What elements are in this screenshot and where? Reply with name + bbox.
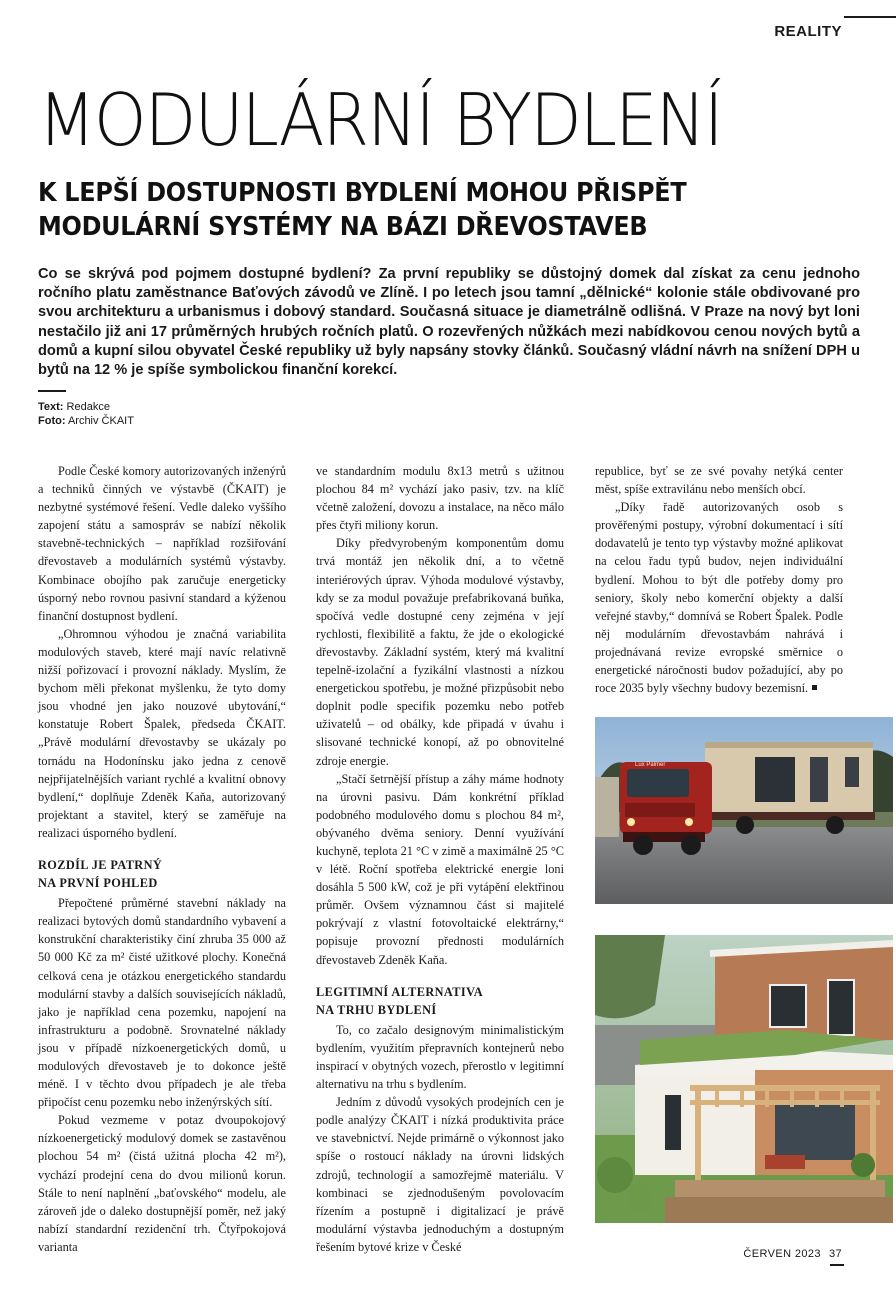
photo-truck-module [595, 717, 893, 904]
paragraph: „Stačí šetrnější přístup a záhy máme hodnoty na úrovni pasivu. Dám konkrétní příklad podobného modulového domu s plochou 84 m², obývaného dvěma seniory. Denní využívání kuchyně, teplota 21 °C v zimě a maximálně 25 °C v létě. Roční spotřeba elektrické energie loni dosáhla 5 500 kW, což je při vytápění elektřinou průměr. Ovšem významnou část si majitelé pokrývají z vlastní fotovoltaické elektrárny,“ popisuje provozní přednosti modulárních dřevostaveb Zdeněk Kaňa. [316, 771, 564, 967]
issue-date: ČERVEN 2023 [743, 1248, 821, 1260]
section-label: REALITY [774, 23, 842, 40]
heading-line: LEGITIMNÍ ALTERNATIVA [316, 984, 484, 999]
end-mark-icon [812, 685, 817, 690]
paragraph [595, 498, 843, 697]
article-title: MODULÁRNÍ BYDLENÍ [38, 78, 722, 162]
paragraph: ve standardním modulu 8x13 metrů s užitnou plochou 84 m² vychází jako pasiv, tzv. na klíč včetně založení, dovozu a instalace, na něco málo přes čtyři miliony korun. [316, 464, 564, 533]
photo-modular-house-render [595, 935, 893, 1223]
paragraph: Podle České komory autorizovaných inženýrů a techniků činných ve výstavbě (ČKAIT) je nezbytné systémové řešení. Vedle daleko vyššího zapojení státu a samospráv se nabízí několik stavebně-technických – například rozšiřování dřevostaveb a modulárních systémů výstavby. Kombinace obojího pak zaručuje energeticky úsporný nebo rovnou pasivní standard a kýženou finanční dostupnost bydlení. [38, 464, 286, 623]
paragraph: republice, byť se ze své povahy netýká center měst, spíše extravilánu nebo menších obcí. [595, 464, 843, 497]
heading-line: NA TRHU BYDLENÍ [316, 1002, 437, 1017]
article-subtitle [38, 176, 792, 244]
credit-text-value: Redakce [66, 401, 110, 413]
article-column-3 [595, 462, 843, 697]
credits-rule [38, 390, 66, 392]
credit-photo-value: Archiv ČKAIT [67, 415, 134, 427]
article-column-2 [316, 462, 564, 1256]
paragraph: Přepočtené průměrné stavební náklady na realizaci bytových domů standardního vybavení a konstrukční charakteristiky činí zhruba 35 000 až 50 000 Kč za m² čisté užitkové plochy. Konečná celková cena je otázkou energetického standardu modulární stavby a dalších souvisejících nákladů, jako je například cena pozemku, napojení na infrastrukturu a podobně. Srovnatelné náklady jsou v případě nízkoenergetických domů, u modulových dřevostaveb je to dokonce ještě méně. I v těchto dvou případech je ale třeba připočíst cenu pozemku nebo inženýrských sítí. [38, 896, 286, 1110]
paragraph: „Ohromnou výhodou je značná variabilita modulových staveb, které mají navíc relativně nižší pořizovací i provozní náklady. Myslím, že bychom měli překonat myšlenku, že tyto domy jsou vhodné jen jako nouzové ubytování,“ konstatuje Robert Špalek, předseda ČKAIT. „Právě modulární dřevostavby se ukázaly po tornádu na Hodonínsku jako jedna z cenově nejpřijatelnějších variant rychlé a kvalitní obnovy bydlení,“ doplňuje Zdeněk Kaňa, autorizovaný projektant a stavitel, který se zaměřuje na realizaci úsporného bydlení. [38, 626, 286, 840]
paragraph: Pokud vezmeme v potaz dvoupokojový nízkoenergetický modulový domek se zastavěnou plochou 54 m² (čistá užitná plocha 42 m²), vychází prodejní cena do dvou milionů korun. Stále to není naplnění „baťovského“ modelu, ale zároveň jde o daleko dostupnější poměr, než jaký nabízí standardní rezidenční trh. Čtyřpokojová varianta [38, 1113, 286, 1254]
paragraph-text: „Díky řadě autorizovaných osob s prověřenými postupy, výrobní dokumentací i sítí dodavatelů je tento typ výstavby možné aplikovat na celou řadu typů budov, nejen individuální bydlení. Mohou to být dle potřeby domy pro seniory, školy nebo komerční objekty a další veřejné stavby,“ domnívá se Robert Špalek. Podle něj modulárním dřevostavbám nahrává i projednávaná revize evropské směrnice o energetické náročnosti budov požadující, aby po roce 2035 byly všechny budovy bezemisní. [595, 500, 843, 696]
subtitle-line: MODULÁRNÍ SYSTÉMY NA BÁZI DŘEVOSTAVEB [38, 212, 648, 242]
credits [38, 400, 134, 428]
page-footer [743, 1248, 842, 1260]
credit-photo [38, 414, 134, 428]
truck-label: Lux Palmer [635, 762, 666, 768]
top-rule [844, 16, 896, 18]
heading-line: NA PRVNÍ POHLED [38, 876, 158, 891]
paragraph: Díky předvyrobeným komponentům domu trvá montáž jen několik dní, a to včetně interiérových úprav. Výhoda modulové výstavby, kdy se za modul považuje prefabrikovaná buňka, spočívá vedle dostupné ceny zejména v její rychlosti, flexibilitě a faktu, že jde o ekologické dřevostavby. Základní systém, který má kvalitní tepelně-izolační a fyzikální vlastnosti a nízkou energetickou spotřebu, je možné přizpůsobit nebo doplnit podle specifik pozemku nebo potřeb uživatelů – od obálky, kde připadá v úvahu i slisované technické konopí, až po obnovitelné zdroje energie. [316, 536, 564, 768]
section-heading [316, 983, 564, 1019]
heading-line: ROZDÍL JE PATRNÝ [38, 857, 163, 872]
section-heading [38, 856, 286, 892]
credit-text-label: Text: [38, 401, 64, 413]
article-column-1 [38, 462, 286, 1256]
footer-rule [830, 1264, 844, 1266]
credit-text [38, 400, 134, 414]
paragraph: Jedním z důvodů vysokých prodejních cen je podle analýzy ČKAIT i nízká produktivita práce ve stavebnictví. Nejde primárně o výkonnost jako spíše o rostoucí náklady na úrovni lidských zdrojů, technologií a samozřejmě materiálu. V kombinaci se zjednodušeným povolovacím řízením a postupně i digitalizací je právě modulární výstavba jednoduchým a dostupným řešením bytové krize v České [316, 1095, 564, 1254]
credit-photo-label: Foto: [38, 415, 66, 427]
page-number: 37 [828, 1248, 842, 1260]
article-lead: Co se skrývá pod pojmem dostupné bydlení? Za první republiky se důstojný domek dal získat za cenu jednoho ročního platu zaměstnance Baťových závodů ve Zlíně. I po letech jsou tamní „dělnické“ kolonie stále obdivované pro svou architekturu a urbanismus i dobový standard. Současná situace je diametrálně odlišná. V Praze na nový byt loni nestačilo již ani 17 průměrných hrubých ročních platů. O rozevřených nůžkách mezi nabídkovou cenou nových bytů a domů a kupní silou obyvatel České republiky už byly napsány stovky článků. Současný vládní návrh na snížení DPH u bytů na 12 % je spíše symbolickou finanční korekcí. [38, 266, 860, 379]
subtitle-line: K LEPŠÍ DOSTUPNOSTI BYDLENÍ MOHOU PŘISPĚT [38, 178, 687, 208]
paragraph: To, co začalo designovým minimalistickým bydlením, využitím přepravních kontejnerů nebo inspirací v obytných vozech, přerostlo v legitimní alternativu na trhu s bydlením. [316, 1022, 564, 1092]
